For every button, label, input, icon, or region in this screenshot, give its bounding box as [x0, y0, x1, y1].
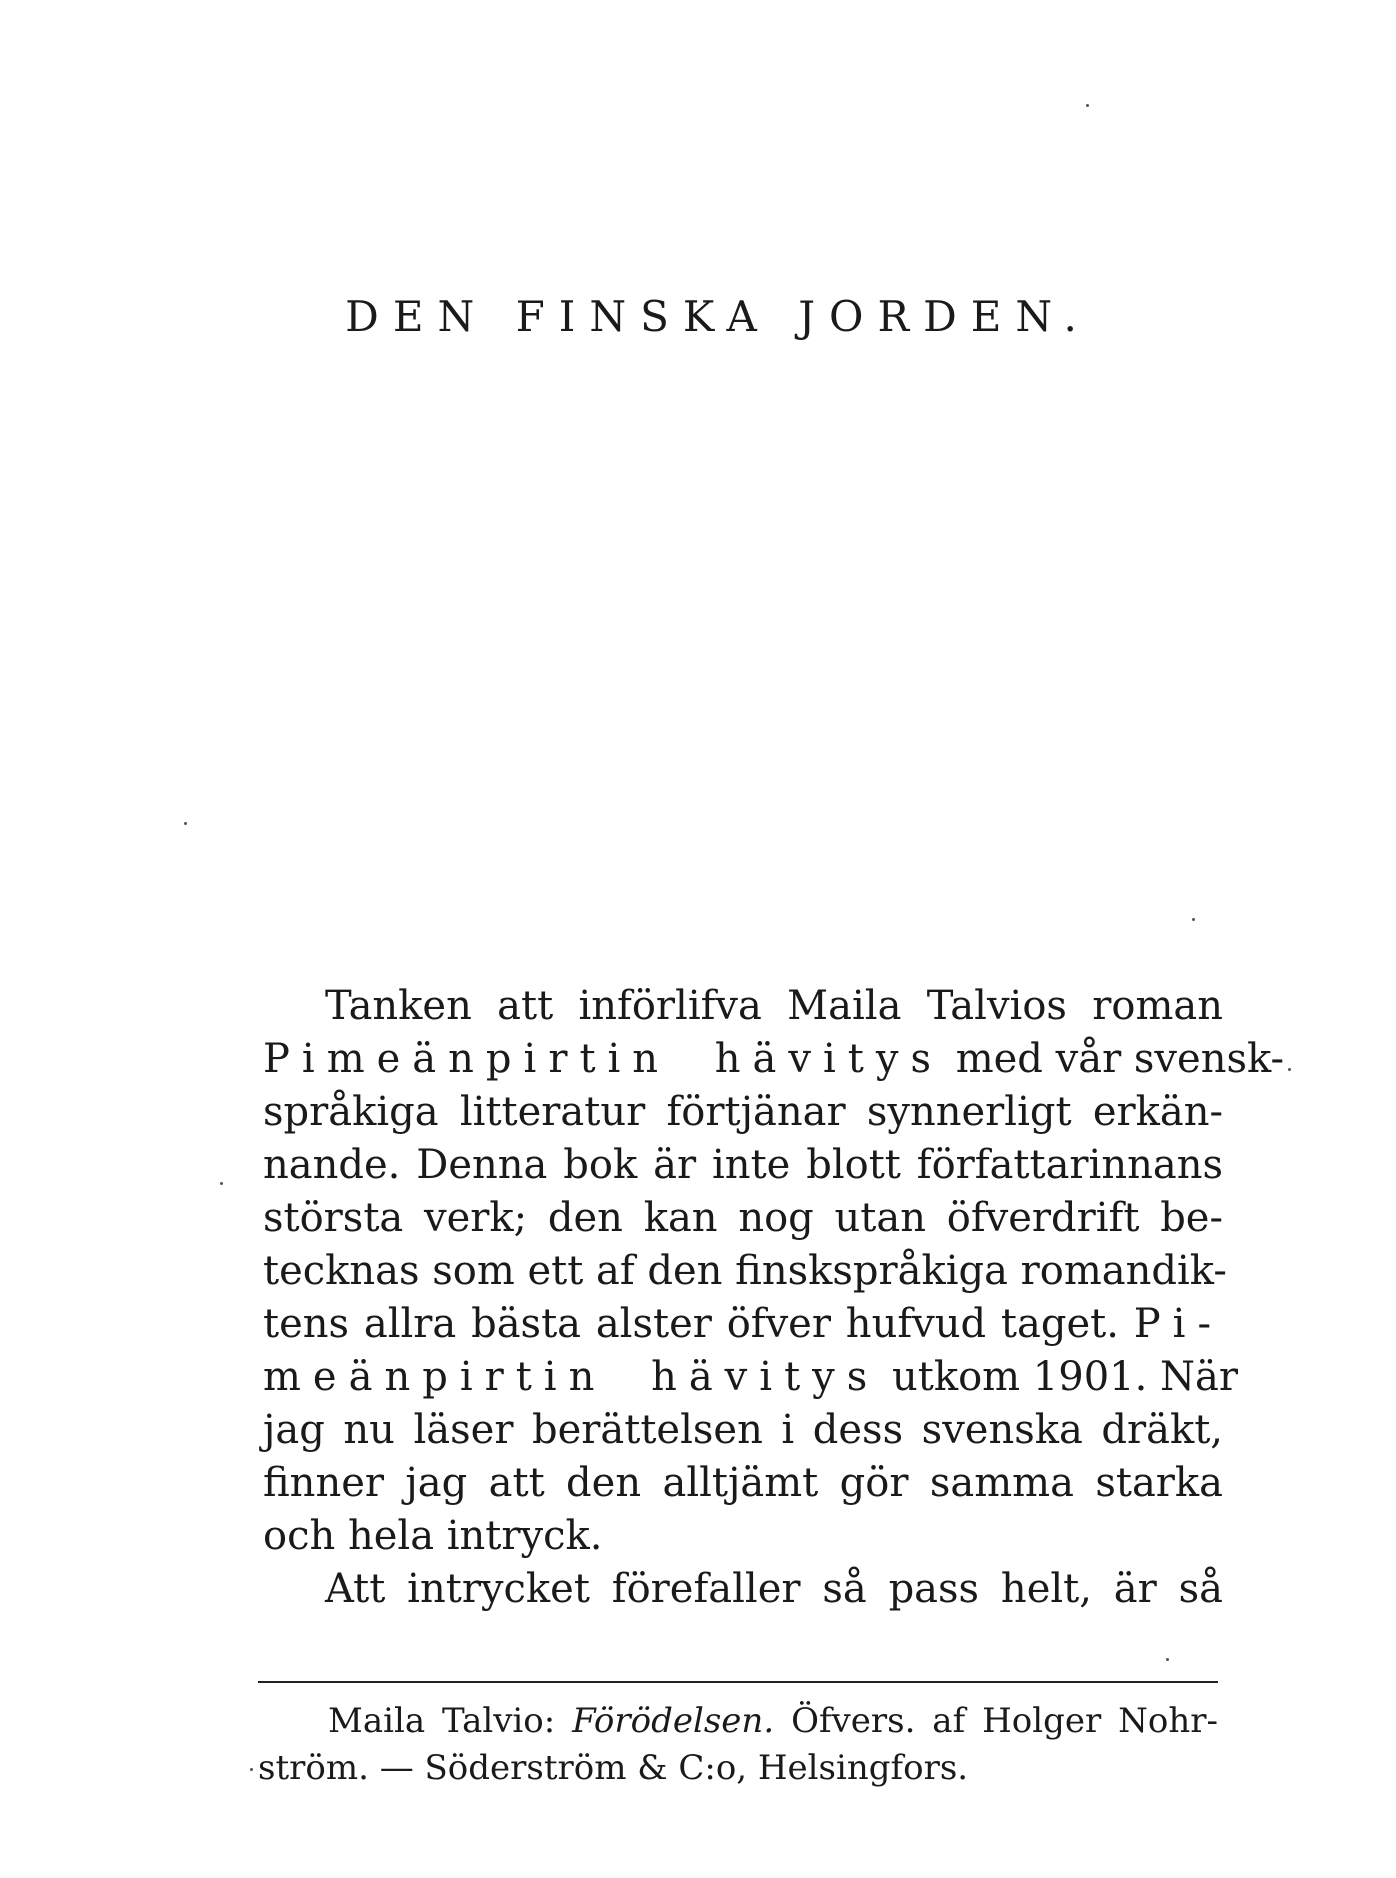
- body-line-3: språkiga litteratur förtjänar synnerligt erkän-: [263, 1089, 1223, 1135]
- footnote-translator: Öfvers. af Holger Nohr-: [791, 1701, 1219, 1741]
- footnote-work-title: Förödelsen.: [572, 1701, 775, 1741]
- paper-speck: [220, 1182, 223, 1185]
- body-line-12: Att intrycket förefaller så pass helt, är så: [325, 1566, 1223, 1612]
- book-title-spaced-end: meänpirtin hävitys: [263, 1354, 880, 1400]
- body-line-4: nande. Denna bok är inte blott författarinnans: [263, 1142, 1223, 1188]
- footnote-divider: [258, 1681, 1218, 1683]
- footnote-author: Maila Talvio:: [328, 1701, 556, 1741]
- body-line-10: finner jag att den alltjämt gör samma starka: [263, 1460, 1223, 1506]
- body-line-8: [263, 1351, 1238, 1404]
- footnote-line-2: ström. — Söderström & C:o, Helsingfors.: [258, 1748, 969, 1788]
- body-line-2-rest: med vår svensk-: [955, 1036, 1285, 1082]
- body-line-5: största verk; den kan nog utan öfverdrift be-: [263, 1195, 1223, 1241]
- body-line-11: och hela intryck.: [263, 1513, 603, 1559]
- footnote-line-1: [258, 1698, 1218, 1745]
- body-line-2: [263, 1033, 1285, 1086]
- paper-speck: [250, 1768, 253, 1771]
- body-line-6: tecknas som ett af den finskspråkiga romandik-: [263, 1248, 1227, 1294]
- body-line-1: Tanken att införlifva Maila Talvios roman: [325, 983, 1223, 1029]
- paper-speck: [1166, 1658, 1169, 1661]
- book-title-spaced-start: Pi-: [1133, 1301, 1223, 1347]
- paper-speck: [1192, 918, 1195, 921]
- paper-speck: [1288, 1068, 1291, 1071]
- paper-speck: [184, 822, 187, 825]
- body-line-9: jag nu läser berättelsen i dess svenska dräkt,: [263, 1407, 1223, 1453]
- body-line-7-text: tens allra bästa alster öfver hufvud taget.: [263, 1301, 1119, 1347]
- body-line-8-rest: utkom 1901. När: [892, 1354, 1238, 1400]
- book-title-spaced: Pimeänpirtin hävitys: [263, 1036, 943, 1082]
- body-line-7: [263, 1298, 1223, 1351]
- page-title: DEN FINSKA JORDEN.: [345, 292, 1091, 341]
- paper-speck: [1086, 104, 1089, 107]
- footnote: [258, 1698, 1218, 1792]
- body-paragraphs: [263, 980, 1285, 1616]
